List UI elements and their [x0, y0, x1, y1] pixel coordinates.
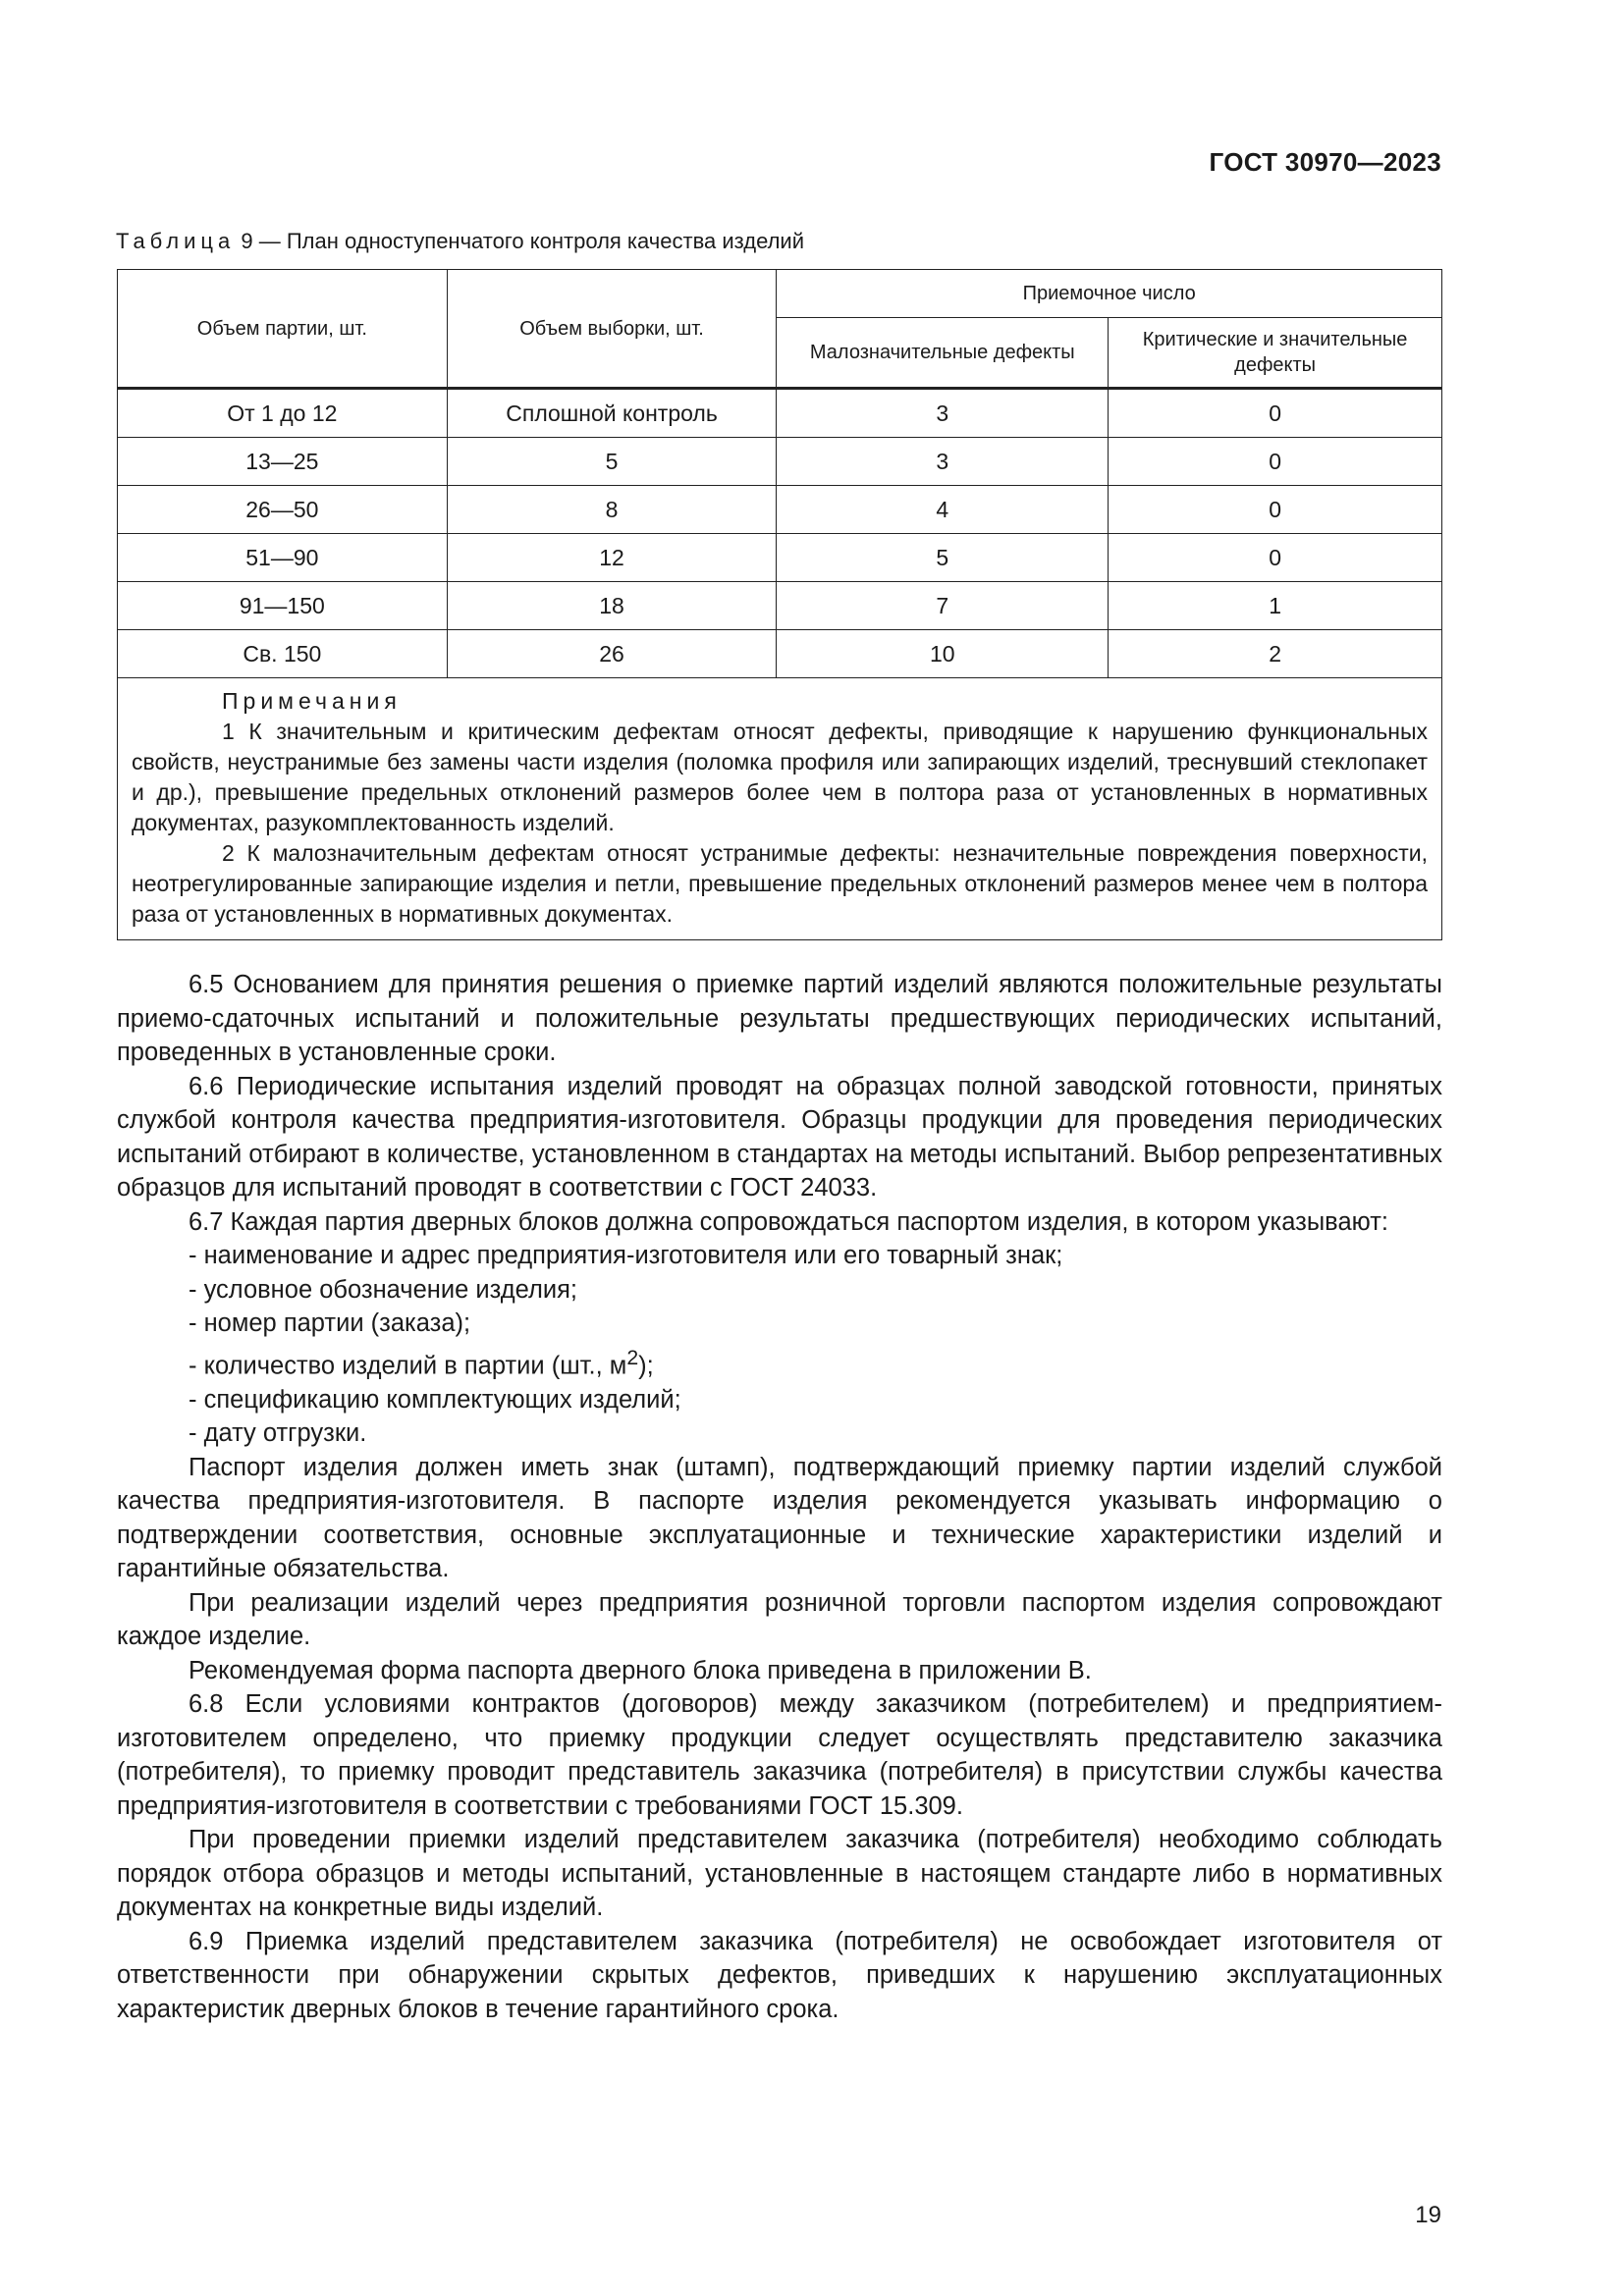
list-item-tail: ); [638, 1352, 654, 1379]
superscript: 2 [626, 1345, 639, 1369]
header-acceptance-number: Приемочное число [777, 270, 1442, 318]
cell-minor: 10 [777, 630, 1109, 678]
note-2: 2 К малозначительным дефектам относят устранимые дефекты: незначительные повреждения поверхности, неотрегулированные запирающие изделия и петли, превышение предельных отклонений размеров менее чем в полтора раза от установленных в нормативных документах. [132, 840, 1428, 927]
cell-batch: Св. 150 [118, 630, 448, 678]
table-caption-text: 9 — План одноступенчатого контроля качества изделий [235, 229, 804, 253]
list-item: - наименование и адрес предприятия-изготовителя или его товарный знак; [189, 1242, 1063, 1269]
cell-sample: 26 [447, 630, 777, 678]
cell-minor: 3 [777, 389, 1109, 438]
cell-batch: 91—150 [118, 582, 448, 630]
cell-critical: 0 [1109, 389, 1442, 438]
cell-critical: 1 [1109, 582, 1442, 630]
header-critical-defects: Критические и значительные дефекты [1109, 318, 1442, 389]
paragraph-6-7: 6.7 Каждая партия дверных блоков должна сопровождаться паспортом изделия, в котором указывают: [189, 1207, 1388, 1236]
cell-critical: 0 [1109, 534, 1442, 582]
list-item: - спецификацию комплектующих изделий; [189, 1385, 681, 1414]
cell-minor: 3 [777, 438, 1109, 486]
header-sample-size: Объем выборки, шт. [447, 270, 777, 389]
cell-critical: 2 [1109, 630, 1442, 678]
cell-minor: 7 [777, 582, 1109, 630]
cell-sample: Сплошной контроль [447, 389, 777, 438]
cell-batch: 13—25 [118, 438, 448, 486]
table-row [118, 389, 1442, 438]
list-item: - условное обозначение изделия; [189, 1275, 577, 1304]
cell-sample: 8 [447, 486, 777, 534]
standard-designation: ГОСТ 30970—2023 [1209, 147, 1441, 177]
table-caption-label: Таблица [116, 229, 236, 253]
cell-sample: 18 [447, 582, 777, 630]
list-item-text: - количество изделий в партии (шт., м [189, 1352, 627, 1379]
cell-batch: 26—50 [118, 486, 448, 534]
paragraph-6-6: 6.6 Периодические испытания изделий проводят на образцах полной заводской готовности, принятых службой контроля качества предприятия-изготовителя. Образцы продукции для проведения периодических испытаний отбирают в количестве, установленном в стандартах на методы испытаний. Выбор репрезентативных образцов для испытаний проводят в соответствии с ГОСТ 24033. [117, 1072, 1442, 1201]
cell-critical: 0 [1109, 486, 1442, 534]
cell-minor: 4 [777, 486, 1109, 534]
paragraph-6-5: 6.5 Основанием для принятия решения о приемке партий изделий являются положительные результаты приемо-сдаточных испытаний и положительные результаты предшествующих периодических испытаний, проведенных в установленные сроки. [117, 971, 1442, 1066]
note-1: 1 К значительным и критическим дефектам относят дефекты, приводящие к нарушению функциональных свойств, неустранимые без замены части изделия (поломка профиля или запирающих изделий, треснувший стеклопакет и др.), превышение предельных отклонений размеров более чем в полтора раза от установленных в нормативных документах, разукомплектованность изделий. [132, 719, 1428, 835]
list-item: - дату отгрузки. [189, 1419, 367, 1447]
cell-batch: 51—90 [118, 534, 448, 582]
paragraph-customer: При проведении приемки изделий представителем заказчика (потребителя) необходимо соблюдать порядок отбора образцов и методы испытаний, установленные в настоящем стандарте либо в нормативных документах на конкретные виды изделий. [117, 1826, 1442, 1921]
paragraph-retail: При реализации изделий через предприятия розничной торговли паспортом изделия сопровождают каждое изделие. [117, 1588, 1442, 1650]
quality-control-table [117, 269, 1442, 940]
notes-cell [118, 678, 1442, 940]
cell-critical: 0 [1109, 438, 1442, 486]
notes-title: Примечания [222, 688, 402, 714]
page-number: 19 [1415, 2202, 1441, 2228]
table-row [118, 486, 1442, 534]
paragraph-6-9: 6.9 Приемка изделий представителем заказчика (потребителя) не освобождает изготовителя от ответственности при обнаружении скрытых дефектов, приведших к нарушению эксплуатационных характеристик дверных блоков в течение гарантийного срока. [117, 1927, 1442, 2023]
paragraph-passport: Паспорт изделия должен иметь знак (штамп), подтверждающий приемку партии изделий службой качества предприятия-изготовителя. В паспорте изделия рекомендуется указывать информацию о подтверждении соответствия, основные эксплуатационные и технические характеристики изделий и гарантийные обязательства. [117, 1453, 1442, 1582]
paragraph-form: Рекомендуемая форма паспорта дверного блока приведена в приложении В. [189, 1656, 1092, 1684]
table-row [118, 534, 1442, 582]
cell-batch: От 1 до 12 [118, 389, 448, 438]
table-row [118, 630, 1442, 678]
body-text [117, 968, 1442, 2026]
table-caption [116, 229, 804, 254]
cell-sample: 12 [447, 534, 777, 582]
notes-row [118, 678, 1442, 940]
header-minor-defects: Малозначительные дефекты [777, 318, 1109, 389]
header-batch-size: Объем партии, шт. [118, 270, 448, 389]
table-row [118, 438, 1442, 486]
list-item: - номер партии (заказа); [189, 1309, 471, 1337]
list-item [117, 1341, 1442, 1383]
cell-minor: 5 [777, 534, 1109, 582]
table-row [118, 582, 1442, 630]
cell-sample: 5 [447, 438, 777, 486]
paragraph-6-8: 6.8 Если условиями контрактов (договоров) между заказчиком (потребителем) и предприятием-изготовителем определено, что приемку продукции следует осуществлять представителю заказчика (потребителя), то приемку проводит представитель заказчика (потребителя) в присутствии службы качества предприятия-изготовителя в соответствии с требованиями ГОСТ 15.309. [117, 1690, 1442, 1820]
